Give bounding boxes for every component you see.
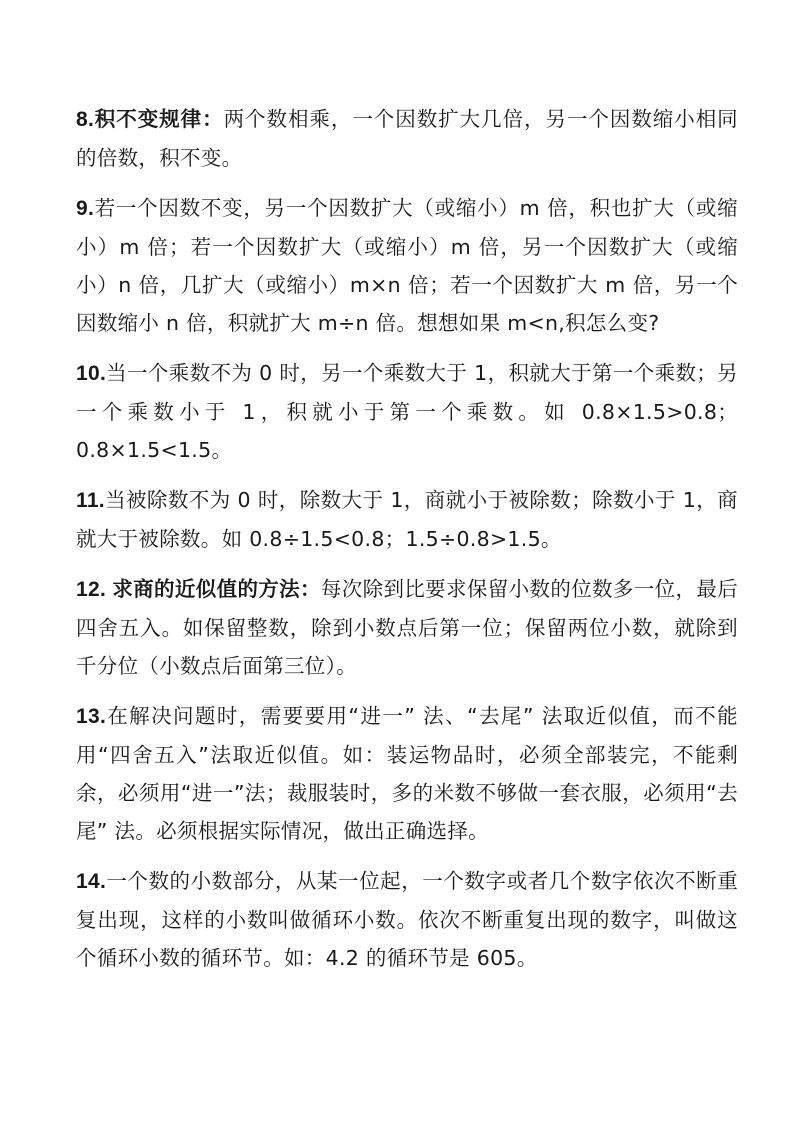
item-heading: 求商的近似值的方法： — [112, 577, 321, 601]
item-text: 每次除到比要求保留小数的位数多一位，最后四舍五入。如保留整数，除到小数点后第一位；保留两位小数，就除到千分位（小数点后面第三位）。 — [76, 577, 739, 678]
item-number: 14. — [76, 870, 107, 893]
item-number: 13. — [76, 705, 107, 728]
rule-item-9 — [76, 189, 738, 342]
item-text: 当被除数不为 0 时，除数大于 1，商就小于被除数；除数小于 1，商就大于被除数。如 0.8÷1.5<0.8；1.5÷0.8>1.5。 — [76, 488, 738, 551]
item-heading: 积不变规律： — [94, 107, 224, 131]
rule-item-10 — [76, 354, 738, 469]
document-page — [76, 100, 738, 989]
rule-item-13 — [76, 697, 738, 850]
item-number: 9. — [76, 197, 95, 220]
rule-item-11 — [76, 481, 738, 558]
item-number: 8. — [76, 108, 95, 131]
rule-item-14 — [76, 862, 738, 977]
item-number: 12. — [76, 578, 113, 601]
rule-item-12 — [76, 570, 738, 685]
item-text: 一个数的小数部分，从某一位起，一个数字或者几个数字依次不断重复出现，这样的小数叫做循环小数。依次不断重复出现的数字，叫做这个循环小数的循环节。如：4.2 的循环节是 605。 — [76, 869, 738, 970]
item-number: 11. — [76, 489, 105, 512]
item-number: 10. — [76, 362, 107, 385]
item-text: 在解决问题时，需要要用“进一” 法、“去尾” 法取近似值，而不能用“四舍五入”法取近似值。如：装运物品时，必须全部装完，不能剩余，必须用“进一”法；裁服装时，多的米数不够做一套衣服，必须用“去尾” 法。必须根据实际情况，做出正确选择。 — [76, 704, 738, 843]
item-text: 当一个乘数不为 0 时，另一个乘数大于 1，积就大于第一个乘数；另一个乘数小于 1，积就小于第一个乘数。如 0.8×1.5>0.8；0.8×1.5<1.5。 — [76, 361, 738, 462]
rule-item-8 — [76, 100, 738, 177]
item-text: 两个数相乘，一个因数扩大几倍，另一个因数缩小相同的倍数，积不变。 — [76, 107, 738, 170]
item-text: 若一个因数不变，另一个因数扩大（或缩小）m 倍，积也扩大（或缩小）m 倍；若一个因数扩大（或缩小）m 倍，另一个因数扩大（或缩小）n 倍，几扩大（或缩小）m×n 倍；若一个因数扩大 m 倍，另一个因数缩小 n 倍，积就扩大 m÷n 倍。想想如果 m<n,积怎么变? — [76, 196, 738, 335]
